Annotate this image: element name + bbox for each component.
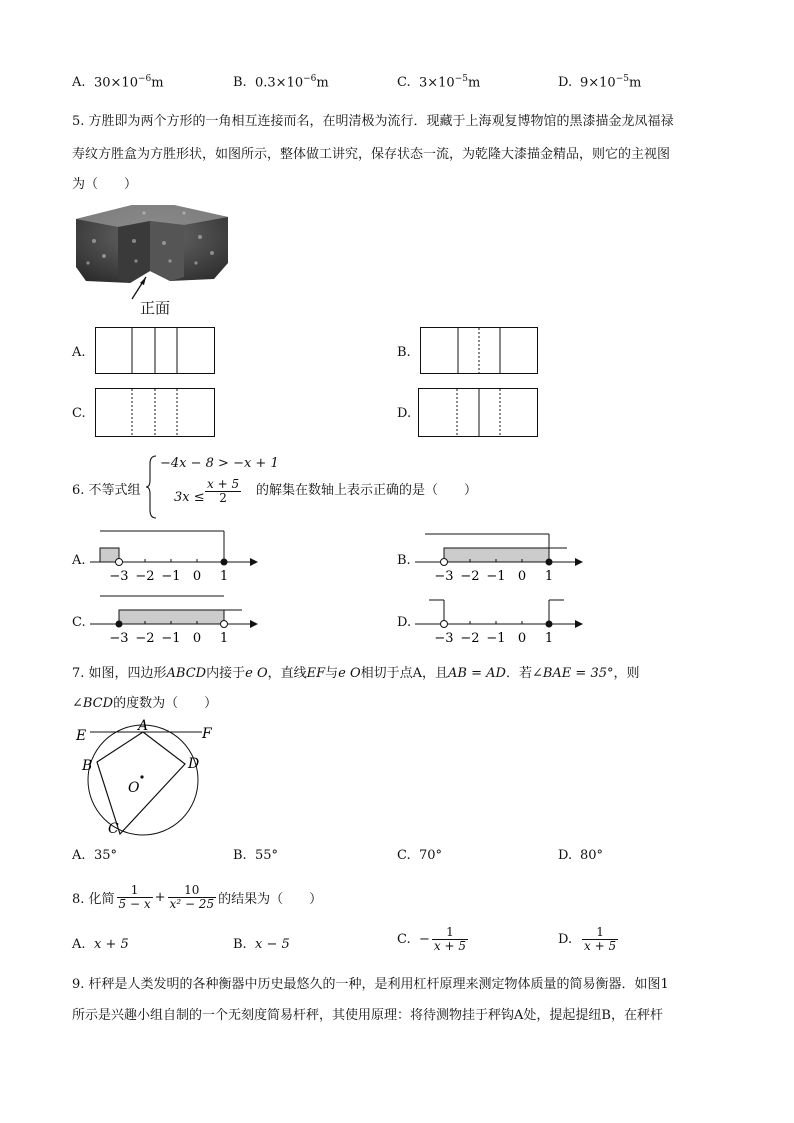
fraction-numerator: 1 [582, 926, 618, 940]
option-exponent: −6 [137, 74, 152, 84]
option-label: A. [72, 937, 86, 952]
fraction-denominator: x + 5 [433, 939, 466, 954]
fangsheng-box-photo [74, 201, 230, 319]
q4-option-d[interactable] [558, 74, 641, 90]
option-base: 30×10 [94, 75, 138, 91]
q6-option-d-numberline[interactable] [415, 592, 585, 648]
text: 的结果为（ ） [218, 892, 323, 908]
q8-option-a[interactable] [72, 937, 129, 952]
point-label: C [108, 821, 119, 837]
tick-label: 1 [544, 631, 554, 646]
q5-option-a-view[interactable] [95, 327, 216, 375]
option-base: 3×10 [419, 75, 455, 91]
option-label: D. [558, 848, 573, 863]
minus-sign: − [419, 932, 430, 948]
text: 相切于点A，且 [360, 666, 449, 681]
fraction-numerator: 1 [432, 926, 468, 940]
q5-option-a-label[interactable]: A. [72, 345, 86, 360]
q6-prefix: 6. 不等式组 [72, 483, 141, 498]
q8-option-d[interactable] [558, 926, 620, 953]
q6-option-c-label[interactable]: C. [72, 615, 86, 630]
option-value: x − 5 [255, 937, 290, 952]
q8-option-b[interactable] [233, 937, 290, 952]
fraction-denominator: x² − 25 [169, 897, 215, 912]
tick-label: −1 [486, 569, 506, 584]
option-label: D. [558, 75, 573, 91]
option-value: 70° [419, 848, 443, 863]
option-label: A. [72, 75, 86, 91]
tick-label: −3 [109, 569, 129, 584]
tick-label: 0 [517, 569, 527, 584]
q7-option-b[interactable] [233, 848, 278, 863]
math: ∠BAE = 35° [531, 666, 614, 681]
option-base: 0.3×10 [255, 75, 304, 91]
q6-option-b-numberline[interactable] [415, 530, 585, 586]
q7-option-c[interactable] [397, 848, 442, 863]
point-label: D [188, 756, 200, 772]
text: 7. 如图，四边形 [72, 666, 167, 681]
inequality-2-fraction [203, 478, 243, 505]
fraction-1 [117, 884, 153, 911]
q4-option-b[interactable] [233, 74, 329, 90]
q5-option-c-label[interactable]: C. [72, 406, 86, 421]
option-fraction [432, 926, 468, 953]
tick-label: −2 [135, 569, 155, 584]
q5-line-3: 为（ ） [72, 177, 138, 192]
option-unit: m [629, 75, 642, 91]
q5-option-d-label[interactable]: D. [397, 406, 412, 421]
option-value: 55° [255, 848, 279, 863]
tick-label: −1 [161, 631, 181, 646]
option-base: 9×10 [580, 75, 616, 91]
text: ，则 [613, 666, 640, 681]
point-label: O [128, 780, 140, 796]
q5-line-2: 寿纹方胜盒为方胜形状，如图所示，整体做工讲究，保存状态一流，为乾隆大漆描金精品，则它的主视图 [72, 147, 671, 162]
text: 8. 化简 [72, 892, 115, 908]
plus-sign: + [154, 890, 166, 906]
fraction-numerator: 1 [117, 884, 153, 898]
tick-label: −1 [486, 631, 506, 646]
option-value: x + 5 [94, 937, 129, 952]
system-brace [146, 454, 158, 520]
tick-label: −2 [460, 569, 480, 584]
option-unit: m [316, 75, 329, 91]
fraction-denominator: 2 [219, 491, 227, 506]
q7-line-2 [72, 692, 217, 711]
q7-option-a[interactable] [72, 848, 117, 863]
option-label: C. [397, 932, 411, 948]
math: ∠BCD [72, 696, 114, 711]
fraction-denominator: x + 5 [584, 939, 617, 954]
tick-label: 0 [192, 569, 202, 584]
tick-label: 0 [192, 631, 202, 646]
tick-label: −2 [135, 631, 155, 646]
q7-line-1 [72, 662, 640, 681]
q4-option-a[interactable] [72, 74, 164, 90]
math: e O [338, 666, 361, 681]
tick-label: −1 [161, 569, 181, 584]
q8-line [72, 884, 322, 911]
q5-option-b-label[interactable]: B. [397, 345, 411, 360]
q8-option-c[interactable] [397, 926, 470, 953]
option-fraction [582, 926, 618, 953]
q9-line-1: 9. 杆秤是人类发明的各种衡器中历史最悠久的一种，是利用杠杆原理来测定物体质量的简易衡器．如图1 [72, 977, 669, 992]
tick-label: 0 [517, 631, 527, 646]
point-label: E [76, 728, 87, 744]
math: EF [306, 666, 326, 681]
q5-option-b-view[interactable] [420, 327, 541, 375]
text: 的度数为（ ） [113, 696, 218, 711]
q6-option-a-label[interactable]: A. [72, 553, 86, 568]
q5-line-1: 5. 方胜即为两个方形的一角相互连接而名，在明清极为流行．现藏于上海观复博物馆的黑漆描金龙凤福禄 [72, 114, 674, 129]
tick-label: 1 [219, 569, 229, 584]
q5-option-c-view[interactable] [95, 388, 216, 438]
option-label: C. [397, 848, 411, 863]
q4-option-c[interactable] [397, 74, 480, 90]
option-exponent: −5 [615, 74, 629, 84]
math: ABCD [166, 666, 207, 681]
q6-option-d-label[interactable]: D. [397, 615, 412, 630]
tick-label: −3 [434, 631, 454, 646]
option-label: D. [558, 932, 573, 948]
tick-label: 1 [544, 569, 554, 584]
text: 与 [325, 666, 339, 681]
option-exponent: −6 [303, 74, 317, 84]
option-unit: m [151, 75, 164, 91]
option-label: B. [233, 75, 247, 91]
photo-caption: 正面 [140, 299, 171, 317]
option-label: A. [72, 848, 86, 863]
q6-suffix: 的解集在数轴上表示正确的是（ ） [256, 483, 478, 498]
text: ．若 [505, 666, 532, 681]
q6-option-b-label[interactable]: B. [397, 553, 411, 568]
text: ，直线 [267, 666, 307, 681]
option-label: C. [397, 75, 411, 91]
q6-option-a-numberline[interactable] [90, 530, 260, 586]
option-label: B. [233, 848, 247, 863]
point-label: B [82, 758, 93, 774]
point-label: A [138, 718, 149, 734]
tick-label: −3 [109, 631, 129, 646]
tick-label: −2 [460, 631, 480, 646]
q9-line-2: 所示是兴趣小组自制的一个无刻度简易杆秤，其使用原理：将待测物挂于秤钩A处，提起提纽B，在秤杆 [72, 1008, 663, 1023]
text: 内接于 [206, 666, 246, 681]
fraction-numerator: x + 5 [207, 477, 240, 491]
fraction-2 [168, 884, 217, 911]
point-label: F [202, 726, 212, 742]
option-exponent: −5 [454, 74, 468, 84]
tick-label: −3 [434, 569, 454, 584]
inequality-2-left: 3x ≤ [174, 490, 205, 505]
q5-option-d-view[interactable] [418, 388, 539, 438]
option-unit: m [468, 75, 481, 91]
tick-label: 1 [219, 631, 229, 646]
q7-option-d[interactable] [558, 848, 603, 863]
q6-option-c-numberline[interactable] [90, 592, 260, 648]
math: e O [245, 666, 268, 681]
fraction-numerator: 10 [168, 884, 217, 898]
circle-quadrilateral-figure [70, 718, 230, 838]
option-label: B. [233, 937, 247, 952]
inequality-1: −4x − 8 > −x + 1 [160, 456, 279, 471]
math: AB = AD [448, 666, 506, 681]
option-value: 80° [580, 848, 604, 863]
fraction-denominator: 5 − x [118, 897, 151, 912]
option-value: 35° [94, 848, 118, 863]
